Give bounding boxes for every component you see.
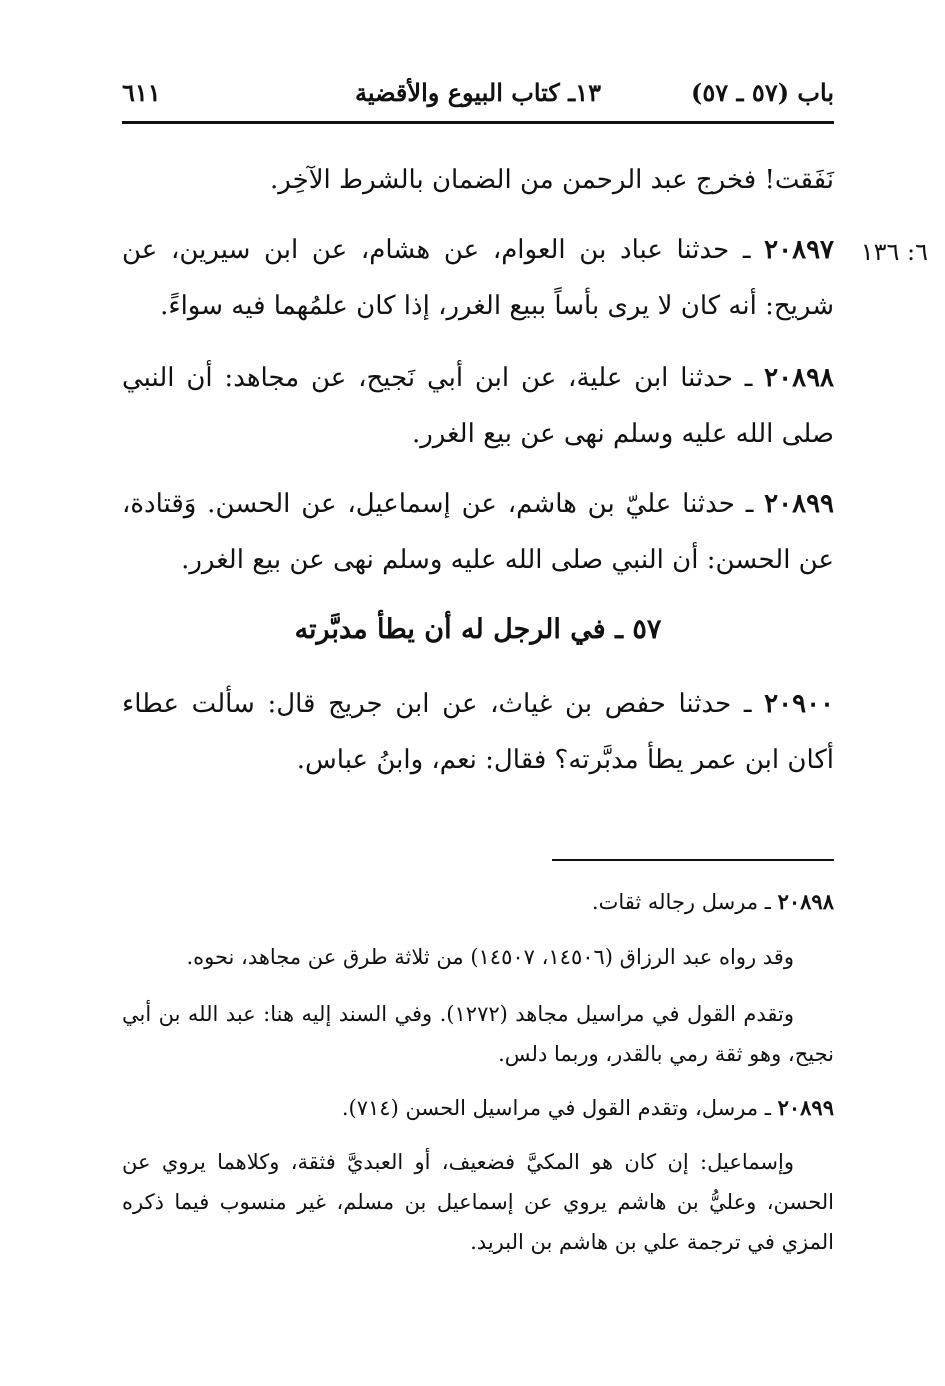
section-heading: ٥٧ ـ في الرجل له أن يطأ مدبَّرته	[294, 614, 662, 645]
hadith-20897	[122, 222, 834, 334]
footnote-20898-b: وقد رواه عبد الرزاق (١٤٥٠٦، ١٤٥٠٧) من ثلاثة طرق عن مجاهد، نحوه.	[186, 945, 794, 969]
footnote-text: ـ مرسل، وتقدم القول في مراسيل الحسن (٧١٤).	[341, 1096, 778, 1120]
footnote-20898-a	[122, 882, 834, 922]
hadith-number: ٢٠٨٩٩	[764, 489, 834, 519]
hadith-text: ـ حدثنا عليّ بن هاشم، عن إسماعيل، عن الحسن. وَقتادة، عن الحسن: أن النبي صلى الله عليه وسلم نهى عن بيع الغرر.	[122, 489, 834, 575]
page-number: ٦١١	[122, 78, 161, 107]
hadith-text: ـ حدثنا ابن علية، عن ابن أبي نَجيح، عن مجاهد: أن النبي صلى الله عليه وسلم نهى عن بيع الغرر.	[122, 363, 834, 449]
hadith-text: ـ حدثنا عباد بن العوام، عن هشام، عن ابن سيرين، عن شريح: أنه كان لا يرى بأساً ببيع الغرر، إذا كان علمُهما فيه سواءً.	[122, 235, 834, 321]
footnote-divider	[552, 859, 834, 861]
footnote-number: ٢٠٨٩٨	[777, 889, 834, 914]
footnote-text: ـ مرسل رجاله ثقات.	[591, 890, 778, 914]
hadith-number: ٢٠٩٠٠	[764, 689, 834, 719]
continuation-paragraph: نَفَقت! فخرج عبد الرحمن من الضمان بالشرط الآخِر.	[270, 165, 834, 195]
hadith-number: ٢٠٨٩٧	[764, 235, 834, 265]
hadith-20898	[122, 350, 834, 462]
hadith-20899	[122, 476, 834, 588]
footnote-20899-a	[122, 1088, 834, 1128]
footnote-number: ٢٠٨٩٩	[777, 1095, 834, 1120]
hadith-text: ـ حدثنا حفص بن غياث، عن ابن جريج قال: سألت عطاء أكان ابن عمر يطأ مدبَّرته؟ فقال: نعم، وابنُ عباس.	[122, 689, 834, 775]
footnote-20898-c: وتقدم القول في مراسيل مجاهد (١٢٧٢). وفي السند إليه هنا: عبد الله بن أبي نجيح، وهو ثقة رمي بالقدر، وربما دلس.	[122, 1002, 834, 1066]
footnote-20899-b: وإسماعيل: إن كان هو المكيَّ فضعيف، أو العبديَّ فثقة، وكلاهما يروي عن الحسن، وعليُّ بن هاشم يروي عن إسماعيل بن مسلم، غير منسوب فيما ذكره المزي في ترجمة علي بن هاشم بن البريد.	[122, 1150, 834, 1254]
hadith-number: ٢٠٨٩٨	[764, 363, 834, 393]
book-title: ١٣ـ كتاب البيوع والأقضية	[355, 78, 601, 107]
chapter-reference: باب (٥٧ ـ ٥٧)	[691, 78, 834, 107]
margin-reference: ٦: ١٣٦	[860, 238, 928, 266]
hadith-20900	[122, 676, 834, 788]
running-header	[122, 78, 834, 118]
header-divider	[122, 121, 834, 124]
